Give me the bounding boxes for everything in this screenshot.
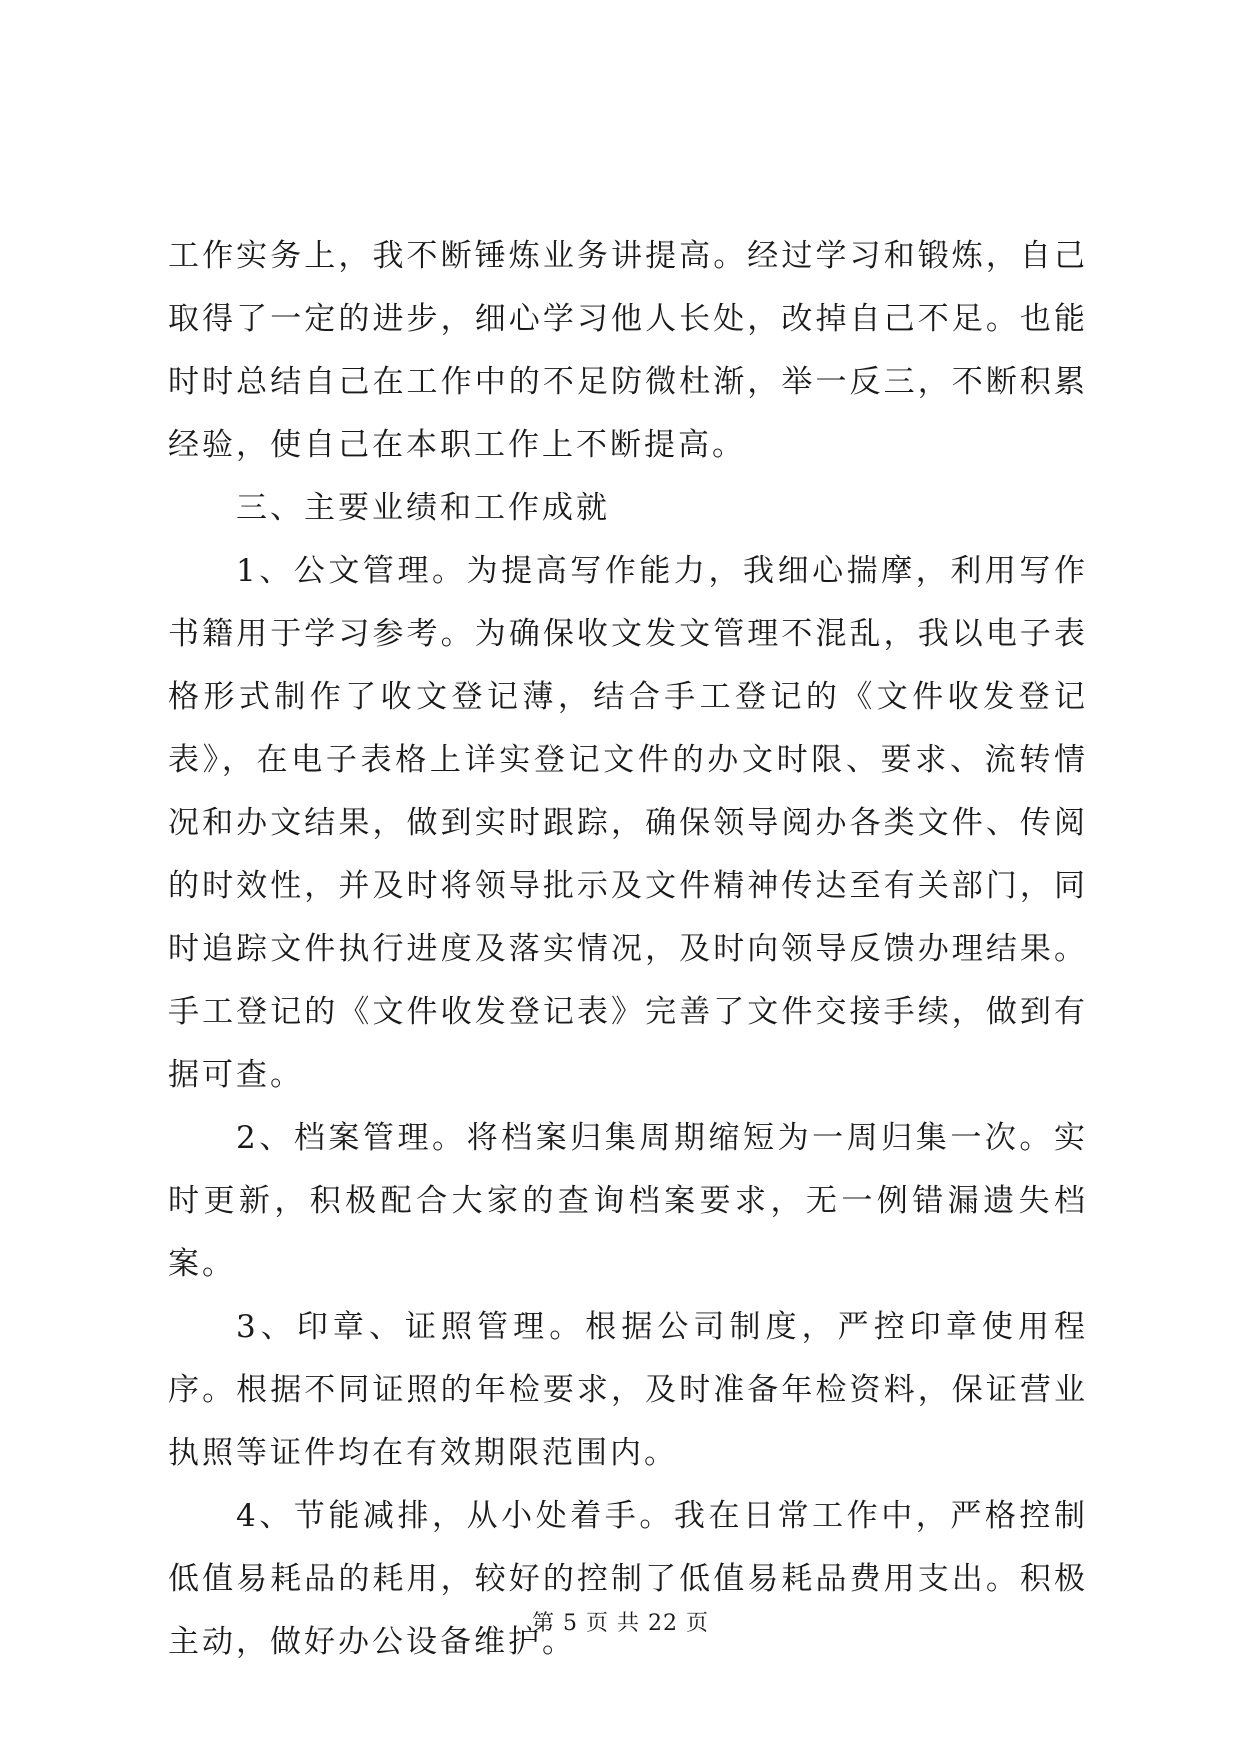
paragraph-energy-saving: 4、节能减排，从小处着手。我在日常工作中，严格控制低值易耗品的耗用，较好的控制了低值易耗品费用支出。积极主动，做好办公设备维护。 <box>168 1498 1088 1660</box>
paragraph-continuation: 工作实务上，我不断锤炼业务讲提高。经过学习和锻炼，自己取得了一定的进步，细心学习他人长处，改掉自己不足。也能时时总结自己在工作中的不足防微杜渐，举一反三，不断积累经验，使自己在本职工作上不断提高。 <box>168 238 1088 463</box>
page-number-footer: 第 5 页 共 22 页 <box>532 1611 709 1636</box>
section-heading: 三、主要业绩和工作成就 <box>236 490 610 526</box>
paragraph-archive-management: 2、档案管理。将档案归集周期缩短为一周归集一次。实时更新，积极配合大家的查询档案要求，无一例错漏遗失档案。 <box>168 1120 1088 1282</box>
document-body <box>168 225 1088 1674</box>
paragraph-document-management: 1、公文管理。为提高写作能力，我细心揣摩，利用写作书籍用于学习参考。为确保收文发文管理不混乱，我以电子表格形式制作了收文登记薄，结合手工登记的《文件收发登记表》，在电子表格上详实登记文件的办文时限、要求、流转情况和办文结果，做到实时跟踪，确保领导阅办各类文件、传阅的时效性，并及时将领导批示及文件精神传达至有关部门，同时追踪文件执行进度及落实情况，及时向领导反馈办理结果。手工登记的《文件收发登记表》完善了文件交接手续，做到有据可查。 <box>168 553 1088 1093</box>
paragraph-seal-license-management: 3、印章、证照管理。根据公司制度，严控印章使用程序。根据不同证照的年检要求，及时准备年检资料，保证营业执照等证件均在有效期限范围内。 <box>168 1309 1088 1471</box>
